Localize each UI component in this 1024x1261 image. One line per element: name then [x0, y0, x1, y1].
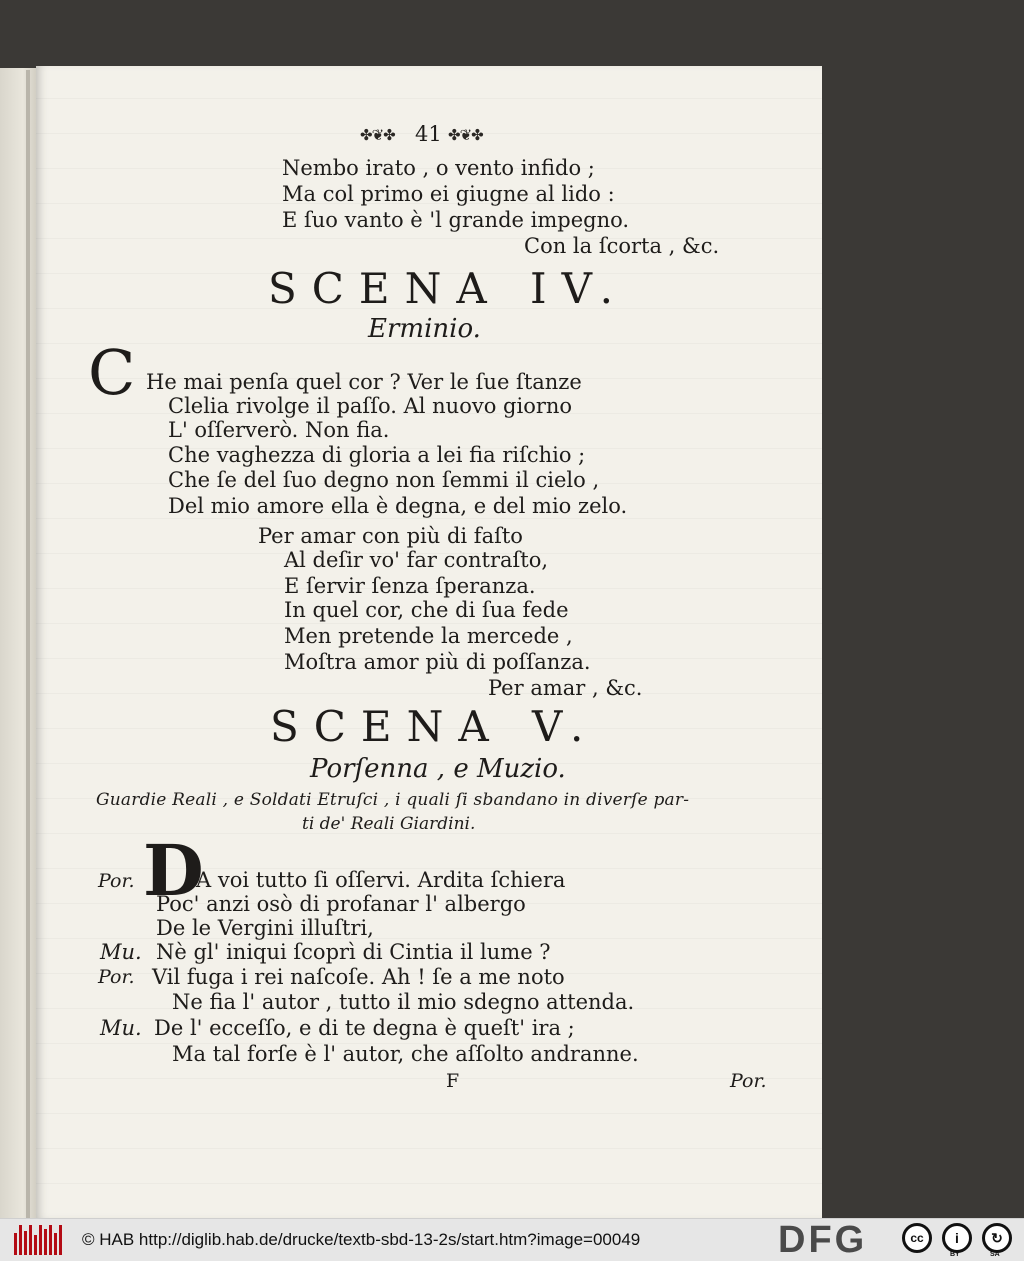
- aria1-line-1: Nembo irato , o vento infido ;: [282, 156, 595, 180]
- dfg-logo: DFG: [778, 1219, 868, 1261]
- dialogue-line: De l' ecceſſo, e di te degna è queſt' ira ;: [154, 1016, 575, 1040]
- dialogue-line: Nè gl' iniqui ſcoprì di Cintia il lume ?: [156, 940, 551, 964]
- recit-line-3: L' oſſerverò. Non fia.: [168, 418, 390, 442]
- aria2-line-6: Moſtra amor più di poſſanza.: [284, 650, 591, 674]
- scena-v-speakers: Porſenna , e Muzio.: [310, 754, 566, 784]
- cc-icon: cc: [902, 1223, 932, 1253]
- recit-line-1: He mai penſa quel cor ? Ver le ſue ſtanze: [146, 370, 582, 394]
- dialogue-line: A voi tutto ſi oſſervi. Ardita ſchiera: [196, 868, 566, 892]
- speaker-tag: Mu.: [100, 1016, 142, 1040]
- aria1-line-3: E ſuo vanto è 'l grande impegno.: [282, 208, 630, 232]
- aria1-line-2: Ma col primo ei giugne al lido :: [282, 182, 615, 206]
- signature-mark: F: [446, 1070, 460, 1092]
- recit-line-6: Del mio amore ella è degna, e del mio zelo.: [168, 494, 628, 518]
- aria1-refrain: Con la ſcorta , &c.: [524, 234, 720, 258]
- page-gutter-edge: [26, 70, 30, 1218]
- scena-iv-heading: SCENA IV.: [268, 264, 628, 313]
- scena-iv-speaker: Erminio.: [368, 314, 481, 344]
- previous-page-edge: [0, 68, 38, 1218]
- sa-label: SA: [990, 1251, 1000, 1258]
- dialogue-drop-cap: D: [143, 829, 204, 912]
- ornament-left-icon: ✤❦✤: [360, 126, 395, 144]
- speaker-tag: Por.: [98, 966, 135, 988]
- page-header: [360, 122, 490, 148]
- dialogue-line: Ma tal forſe è l' autor, che aſſolto andranne.: [172, 1042, 639, 1066]
- stage-direction-line-2: ti de' Reali Giardini.: [302, 814, 476, 834]
- recit-line-4: Che vaghezza di gloria a lei fia riſchio ;: [168, 443, 586, 467]
- attribution-icon: i: [942, 1223, 972, 1253]
- share-alike-icon: ↻: [982, 1223, 1012, 1253]
- stage-direction-line-1: Guardie Reali , e Soldati Etruſci , i quali ſi sbandano in diverſe par-: [96, 790, 690, 810]
- speaker-tag: Mu.: [100, 940, 142, 964]
- aria2-line-5: Men pretende la mercede ,: [284, 624, 573, 648]
- dialogue-line: Poc' anzi osò di profanar l' albergo: [156, 892, 526, 916]
- dialogue-line: De le Vergini illuſtri,: [156, 916, 374, 940]
- page-number: 41: [415, 122, 442, 146]
- aria2-line-1: Per amar con più di faſto: [258, 524, 523, 548]
- dialogue-line: Ne fia l' autor , tutto il mio sdegno attenda.: [172, 990, 635, 1014]
- ornament-right-icon: ✤❦✤: [448, 126, 483, 144]
- scena-v-heading: SCENA V.: [270, 702, 599, 751]
- recit-line-5: Che ſe del ſuo degno non ſemmi il cielo ,: [168, 468, 600, 492]
- dialogue-line: Vil fuga i rei naſcoſe. Ah ! ſe a me noto: [152, 965, 565, 989]
- aria2-refrain: Per amar , &c.: [488, 676, 643, 700]
- recit-drop-cap: C: [88, 336, 136, 409]
- aria2-line-3: E ſervir ſenza ſperanza.: [284, 574, 536, 598]
- recit-line-2: Clelia rivolge il paſſo. Al nuovo giorno: [168, 394, 573, 418]
- aria2-line-2: Al deſir vo' far contraſto,: [284, 548, 549, 572]
- catchword: Por.: [730, 1070, 767, 1092]
- cc-by-sa-license-icon[interactable]: [902, 1223, 1018, 1257]
- hab-barcode-logo-icon: [14, 1225, 66, 1255]
- source-credit-link[interactable]: © HAB http://diglib.hab.de/drucke/textb-sbd-13-2s/start.htm?image=00049: [82, 1230, 641, 1249]
- aria2-line-4: In quel cor, che di ſua fede: [284, 598, 569, 622]
- by-label: BY: [950, 1251, 960, 1258]
- viewer-footer: [0, 1218, 1024, 1261]
- speaker-tag: Por.: [98, 870, 135, 892]
